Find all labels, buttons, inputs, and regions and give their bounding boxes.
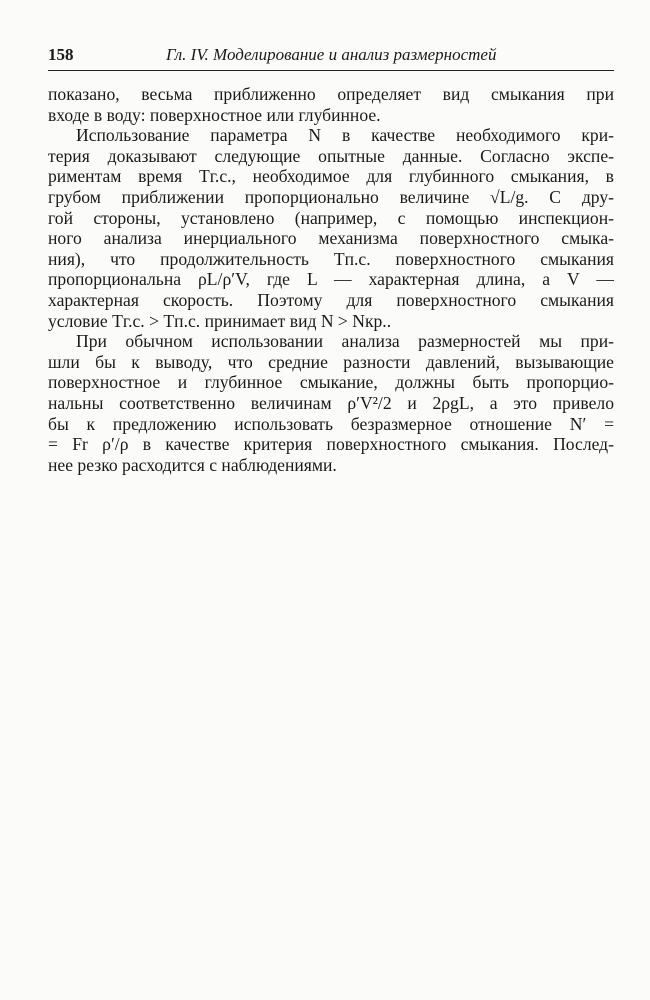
paragraph [48, 331, 614, 475]
text-line: шли бы к выводу, что средние разности давлений, вызывающие [48, 351, 614, 372]
text-line: условие Tг.с. > Tп.с. принимает вид N > Nкр.. [48, 310, 392, 331]
text-line: ния), что продолжительность Tп.с. поверхностного смыкания [48, 248, 614, 269]
body-text [48, 84, 614, 475]
text-line: характерная скорость. Поэтому для поверхностного смыкания [48, 289, 614, 310]
paragraph [48, 125, 614, 331]
text-line: гой стороны, установлено (например, с помощью инспекцион- [48, 207, 614, 228]
text-line: нальны соответственно величинам ρ′V²/2 и 2ρgL, а это привело [48, 392, 614, 413]
text-line: = Fr ρ′/ρ в качестве критерия поверхностного смыкания. Послед- [48, 434, 614, 455]
text-line: бы к предложению использовать безразмерное отношение N′ = [48, 413, 614, 434]
text-line: При обычном использовании анализа размерностей мы при- [76, 331, 614, 352]
text-line: Использование параметра N в качестве необходимого кри- [76, 125, 614, 146]
text-line: ного анализа инерциального механизма поверхностного смыка- [48, 228, 614, 249]
page-number: 158 [48, 45, 74, 64]
page-header [48, 44, 614, 71]
paragraph [48, 84, 614, 125]
text-line: показано, весьма приближенно определяет вид смыкания при [48, 84, 614, 104]
text-line: поверхностное и глубинное смыкание, должны быть пропорцио- [48, 372, 614, 393]
text-line: нее резко расходится с наблюдениями. [48, 454, 337, 475]
text-line: пропорциональна ρL/ρ′V, где L — характерная длина, а V — [48, 269, 614, 290]
text-line: риментам время Tг.с., необходимое для глубинного смыкания, в [48, 166, 614, 187]
running-head: Гл. IV. Моделирование и анализ размерностей [166, 45, 497, 64]
text-line: грубом приближении пропорционально величине √L/g. С дру- [48, 186, 614, 207]
text-line: терия доказывают следующие опытные данные. Согласно экспе- [48, 145, 614, 166]
text-line: входе в воду: поверхностное или глубинное. [48, 104, 381, 125]
